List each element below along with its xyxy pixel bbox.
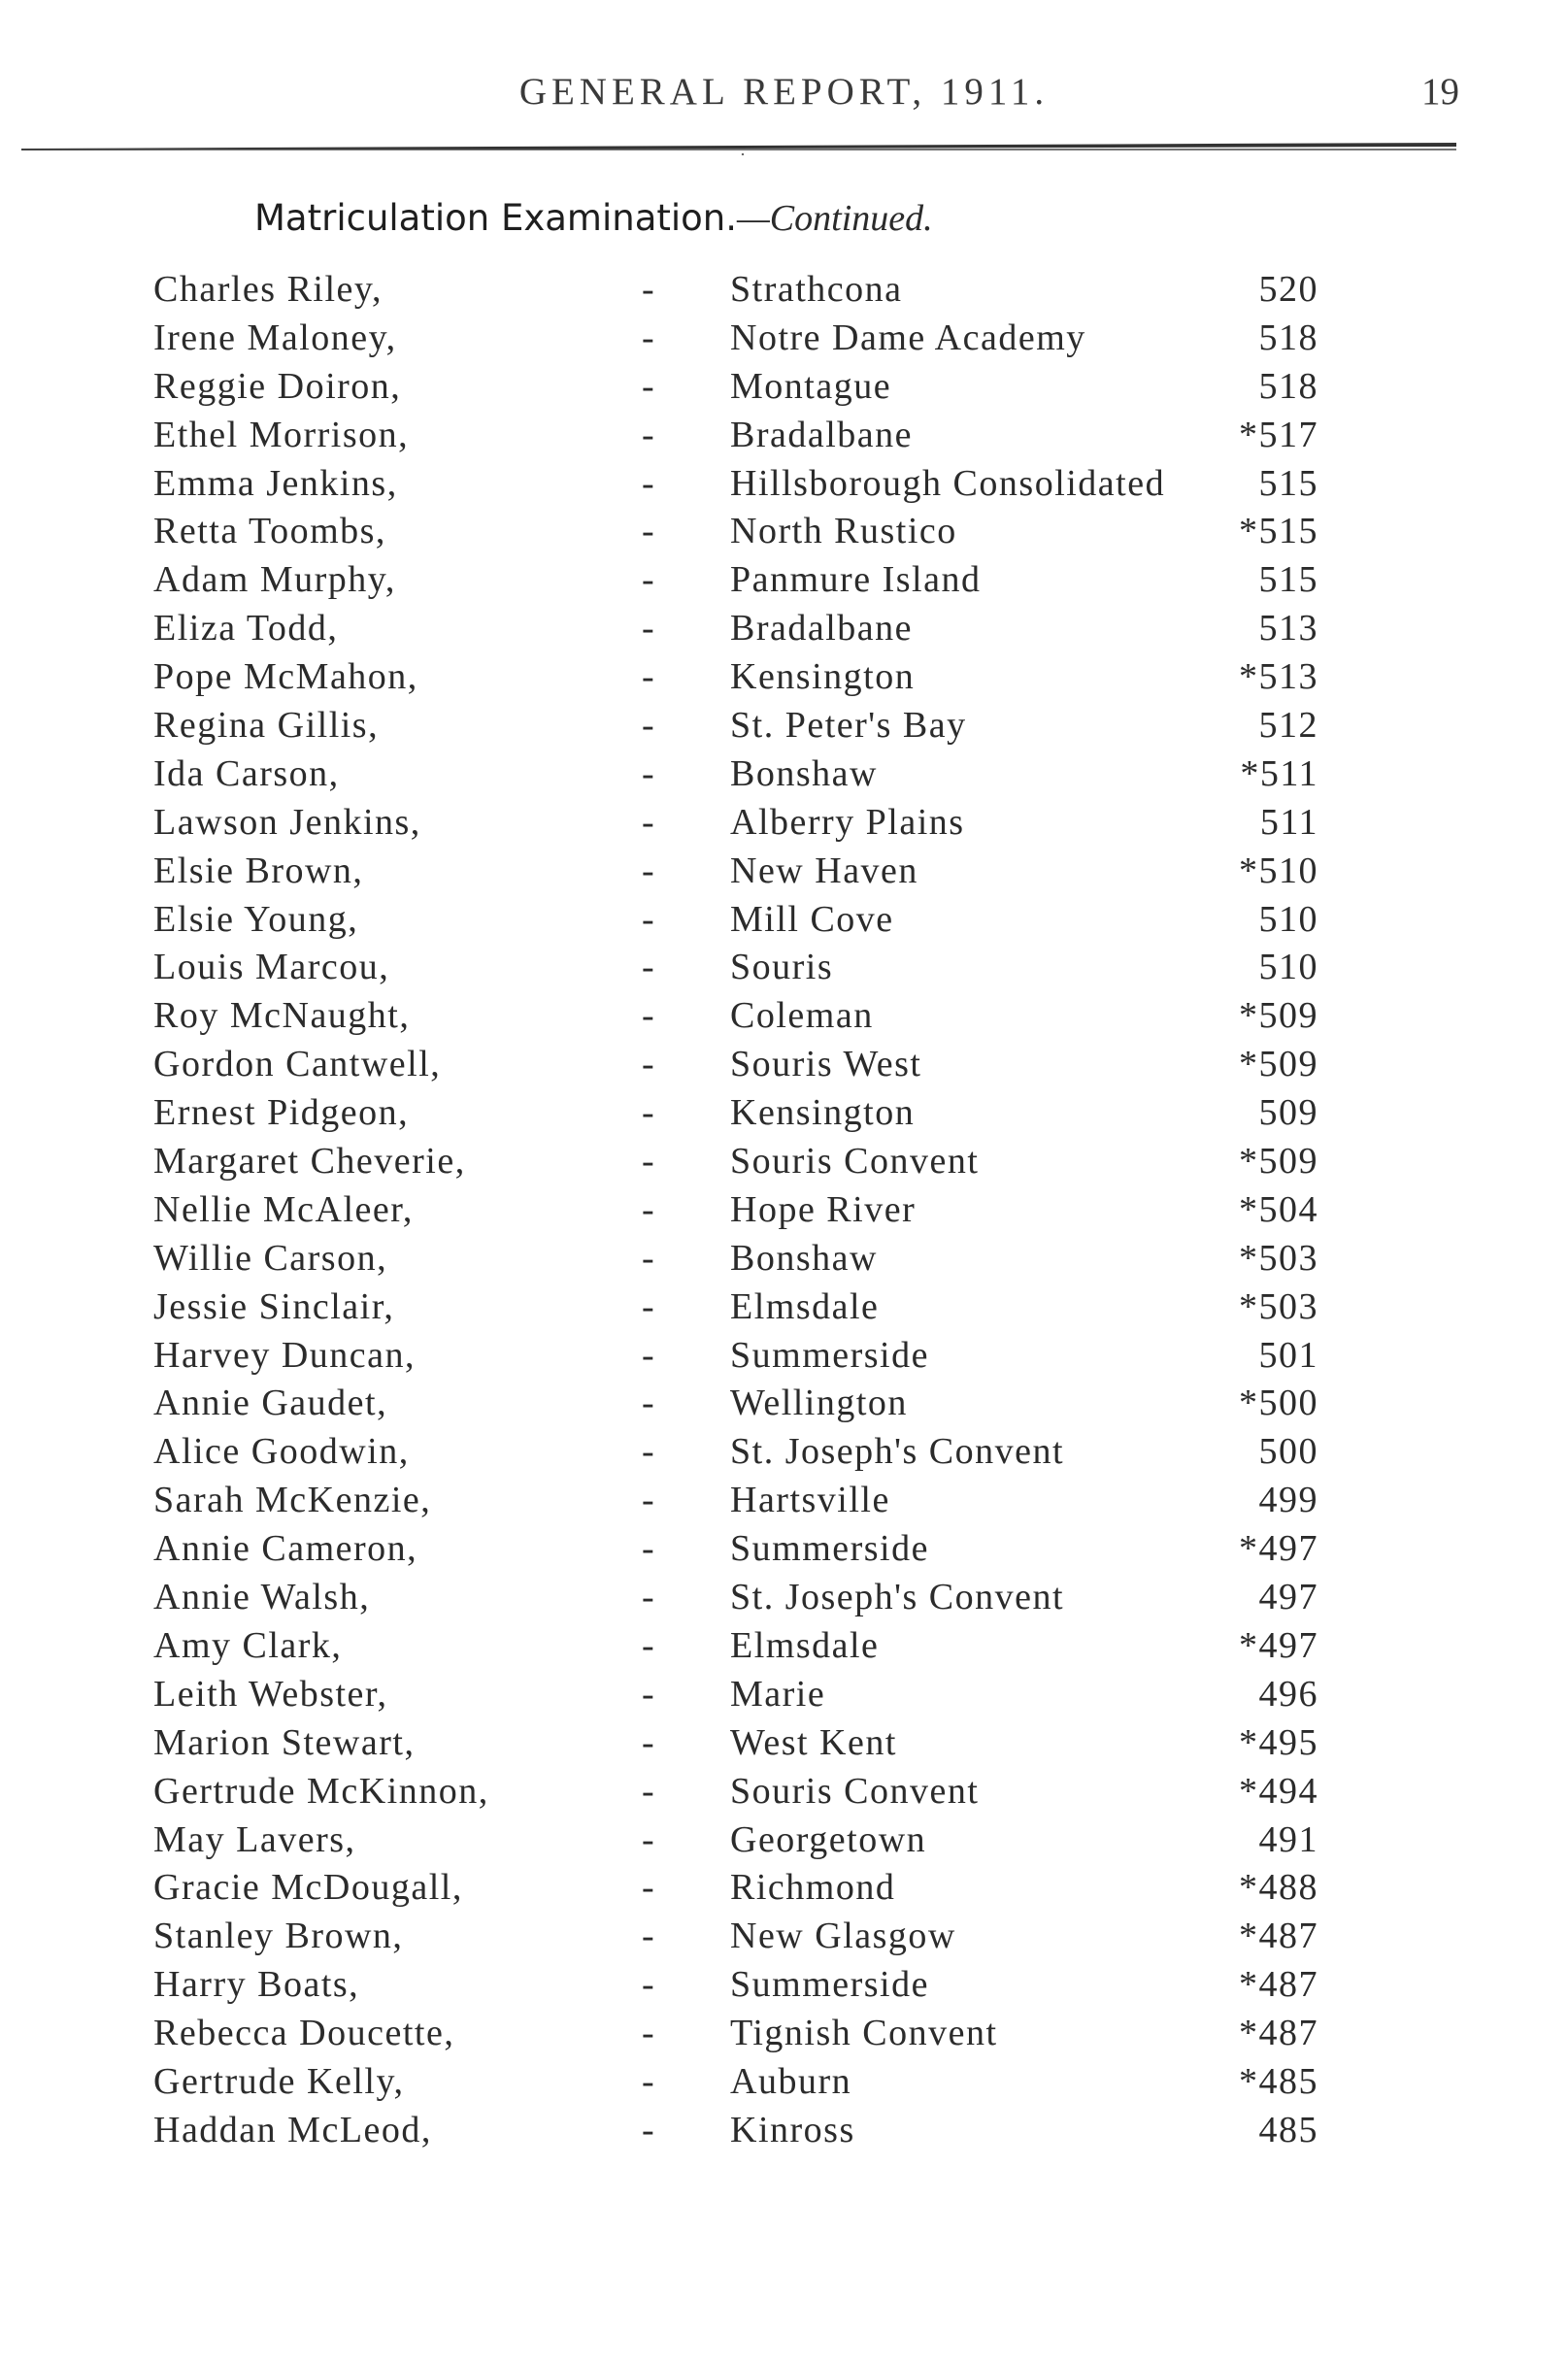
mark-value: *515 bbox=[1239, 511, 1318, 552]
table-row bbox=[0, 702, 1568, 750]
mark-value: *494 bbox=[1239, 1770, 1318, 1812]
student-name: Gordon Cantwell, bbox=[153, 1044, 442, 1085]
separator-dash: - bbox=[642, 752, 656, 794]
separator-dash: - bbox=[642, 1964, 656, 2006]
mark-value: *509 bbox=[1239, 1044, 1318, 1085]
table-row bbox=[0, 1332, 1568, 1381]
school-name: Souris bbox=[730, 947, 834, 988]
school-name: New Haven bbox=[730, 850, 918, 891]
running-title: GENERAL REPORT, 1911. bbox=[518, 71, 1050, 113]
separator-dash: - bbox=[642, 269, 656, 310]
table-row bbox=[0, 799, 1568, 848]
mark-value: 510 bbox=[1258, 898, 1318, 940]
school-name: Marie bbox=[730, 1673, 826, 1715]
mark-value: *509 bbox=[1239, 995, 1318, 1037]
table-row bbox=[0, 460, 1568, 509]
student-name: Haddan McLeod, bbox=[153, 2109, 432, 2150]
table-row bbox=[0, 1041, 1568, 1089]
school-name: Bradalbane bbox=[730, 608, 914, 650]
student-name: Emma Jenkins, bbox=[153, 462, 398, 504]
mark-value: 491 bbox=[1258, 1818, 1318, 1860]
school-name: Hope River bbox=[730, 1188, 917, 1230]
separator-dash: - bbox=[642, 1577, 656, 1618]
mark-value: *495 bbox=[1239, 1721, 1318, 1763]
separator-dash: - bbox=[642, 2013, 656, 2054]
school-name: Bonshaw bbox=[730, 1237, 878, 1279]
school-name: Kensington bbox=[730, 656, 916, 698]
student-name: Ethel Morrison, bbox=[153, 414, 410, 455]
student-name: Elsie Young, bbox=[153, 898, 359, 940]
student-name: Lawson Jenkins, bbox=[153, 801, 421, 843]
school-name: Tignish Convent bbox=[730, 2013, 998, 2054]
separator-dash: - bbox=[642, 1916, 656, 1957]
separator-dash: - bbox=[642, 1721, 656, 1763]
school-name: Elmsdale bbox=[730, 1285, 880, 1327]
student-name: Harvey Duncan, bbox=[153, 1334, 417, 1376]
mark-value: 500 bbox=[1258, 1431, 1318, 1473]
table-row bbox=[0, 944, 1568, 992]
separator-dash: - bbox=[642, 1334, 656, 1376]
student-name: Rebecca Doucette, bbox=[153, 2013, 455, 2054]
mark-value: *511 bbox=[1240, 752, 1318, 794]
table-row bbox=[0, 556, 1568, 605]
table-row bbox=[0, 1186, 1568, 1235]
separator-dash: - bbox=[642, 2109, 656, 2150]
school-name: North Rustico bbox=[730, 511, 957, 552]
student-name: Adam Murphy, bbox=[153, 559, 396, 601]
student-name: Retta Toombs, bbox=[153, 511, 386, 552]
mark-value: *500 bbox=[1239, 1383, 1318, 1424]
school-name: West Kent bbox=[730, 1721, 897, 1763]
separator-dash: - bbox=[642, 608, 656, 650]
mark-value: *503 bbox=[1239, 1237, 1318, 1279]
school-name: St. Peter's Bay bbox=[730, 705, 967, 747]
school-name: Strathcona bbox=[730, 269, 903, 310]
mark-value: 512 bbox=[1258, 705, 1318, 747]
school-name: Summerside bbox=[730, 1334, 929, 1376]
mark-value: 510 bbox=[1258, 947, 1318, 988]
mark-value: 485 bbox=[1258, 2109, 1318, 2150]
student-name: Jessie Sinclair, bbox=[153, 1285, 395, 1327]
separator-dash: - bbox=[642, 2060, 656, 2102]
school-name: Notre Dame Academy bbox=[730, 317, 1086, 358]
separator-dash: - bbox=[642, 365, 656, 407]
mark-value: 515 bbox=[1258, 559, 1318, 601]
school-name: Summerside bbox=[730, 1528, 929, 1570]
mark-value: 509 bbox=[1258, 1092, 1318, 1134]
mark-value: 496 bbox=[1258, 1673, 1318, 1715]
separator-dash: - bbox=[642, 511, 656, 552]
student-name: Willie Carson, bbox=[153, 1237, 388, 1279]
results-table bbox=[0, 266, 1568, 2155]
table-row bbox=[0, 1864, 1568, 1913]
student-name: Gracie McDougall, bbox=[153, 1867, 463, 1909]
student-name: Reggie Doiron, bbox=[153, 365, 402, 407]
table-row bbox=[0, 1816, 1568, 1865]
student-name: Stanley Brown, bbox=[153, 1916, 404, 1957]
table-row bbox=[0, 750, 1568, 799]
page-header bbox=[0, 70, 1568, 128]
mark-value: 520 bbox=[1258, 269, 1318, 310]
table-row bbox=[0, 1719, 1568, 1768]
mark-value: *487 bbox=[1239, 2013, 1318, 2054]
table-row bbox=[0, 1235, 1568, 1283]
separator-dash: - bbox=[642, 1867, 656, 1909]
table-row bbox=[0, 1428, 1568, 1477]
student-name: May Lavers, bbox=[153, 1818, 356, 1860]
school-name: Hillsborough Consolidated bbox=[730, 462, 1166, 504]
student-name: Regina Gillis, bbox=[153, 705, 380, 747]
student-name: Nellie McAleer, bbox=[153, 1188, 414, 1230]
student-name: Leith Webster, bbox=[153, 1673, 388, 1715]
table-row bbox=[0, 2010, 1568, 2058]
separator-dash: - bbox=[642, 947, 656, 988]
school-name: Souris Convent bbox=[730, 1141, 980, 1183]
school-name: Kensington bbox=[730, 1092, 916, 1134]
table-row bbox=[0, 848, 1568, 896]
separator-dash: - bbox=[642, 656, 656, 698]
school-name: Bradalbane bbox=[730, 414, 914, 455]
table-row bbox=[0, 2107, 1568, 2155]
mark-value: 499 bbox=[1258, 1480, 1318, 1521]
school-name: Mill Cove bbox=[730, 898, 894, 940]
school-name: New Glasgow bbox=[730, 1916, 956, 1957]
mark-value: *513 bbox=[1239, 656, 1318, 698]
table-row bbox=[0, 1671, 1568, 1719]
header-rule bbox=[0, 136, 1568, 155]
student-name: Annie Cameron, bbox=[153, 1528, 418, 1570]
separator-dash: - bbox=[642, 1528, 656, 1570]
table-row bbox=[0, 363, 1568, 412]
student-name: Annie Walsh, bbox=[153, 1577, 371, 1618]
mark-value: 518 bbox=[1258, 317, 1318, 358]
section-heading bbox=[254, 197, 933, 240]
student-name: Alice Goodwin, bbox=[153, 1431, 410, 1473]
mark-value: *497 bbox=[1239, 1528, 1318, 1570]
mark-value: *504 bbox=[1239, 1188, 1318, 1230]
mark-value: *485 bbox=[1239, 2060, 1318, 2102]
table-row bbox=[0, 1768, 1568, 1816]
student-name: Gertrude McKinnon, bbox=[153, 1770, 489, 1812]
school-name: Summerside bbox=[730, 1964, 929, 2006]
separator-dash: - bbox=[642, 1188, 656, 1230]
table-row bbox=[0, 2058, 1568, 2107]
separator-dash: - bbox=[642, 850, 656, 891]
section-title: Matriculation Examination. bbox=[254, 197, 738, 239]
table-row bbox=[0, 1380, 1568, 1428]
student-name: Marion Stewart, bbox=[153, 1721, 416, 1763]
continued-label: —Continued. bbox=[737, 198, 933, 239]
table-row bbox=[0, 412, 1568, 460]
mark-value: 511 bbox=[1259, 801, 1318, 843]
mark-value: 515 bbox=[1258, 462, 1318, 504]
student-name: Roy McNaught, bbox=[153, 995, 411, 1037]
school-name: Coleman bbox=[730, 995, 874, 1037]
school-name: Wellington bbox=[730, 1383, 908, 1424]
school-name: Panmure Island bbox=[730, 559, 982, 601]
separator-dash: - bbox=[642, 1285, 656, 1327]
student-name: Irene Maloney, bbox=[153, 317, 397, 358]
mark-value: 518 bbox=[1258, 365, 1318, 407]
student-name: Ernest Pidgeon, bbox=[153, 1092, 410, 1134]
separator-dash: - bbox=[642, 1818, 656, 1860]
student-name: Louis Marcou, bbox=[153, 947, 390, 988]
table-row bbox=[0, 508, 1568, 556]
table-row bbox=[0, 605, 1568, 653]
mark-value: *517 bbox=[1239, 414, 1318, 455]
student-name: Gertrude Kelly, bbox=[153, 2060, 405, 2102]
mark-value: *488 bbox=[1239, 1867, 1318, 1909]
student-name: Harry Boats, bbox=[153, 1964, 360, 2006]
table-row bbox=[0, 1138, 1568, 1186]
student-name: Pope McMahon, bbox=[153, 656, 418, 698]
separator-dash: - bbox=[642, 1044, 656, 1085]
student-name: Amy Clark, bbox=[153, 1624, 343, 1666]
student-name: Charles Riley, bbox=[153, 269, 383, 310]
separator-dash: - bbox=[642, 995, 656, 1037]
separator-dash: - bbox=[642, 1770, 656, 1812]
student-name: Annie Gaudet, bbox=[153, 1383, 388, 1424]
separator-dash: - bbox=[642, 1480, 656, 1521]
student-name: Eliza Todd, bbox=[153, 608, 339, 650]
table-row bbox=[0, 266, 1568, 315]
mark-value: *497 bbox=[1239, 1624, 1318, 1666]
mark-value: 497 bbox=[1258, 1577, 1318, 1618]
student-name: Sarah McKenzie, bbox=[153, 1480, 432, 1521]
table-row bbox=[0, 992, 1568, 1041]
separator-dash: - bbox=[642, 462, 656, 504]
school-name: St. Joseph's Convent bbox=[730, 1431, 1065, 1473]
separator-dash: - bbox=[642, 1383, 656, 1424]
table-row bbox=[0, 1961, 1568, 2010]
separator-dash: - bbox=[642, 317, 656, 358]
school-name: Bonshaw bbox=[730, 752, 878, 794]
school-name: Elmsdale bbox=[730, 1624, 880, 1666]
table-row bbox=[0, 896, 1568, 945]
separator-dash: - bbox=[642, 1431, 656, 1473]
separator-dash: - bbox=[642, 559, 656, 601]
mark-value: *509 bbox=[1239, 1141, 1318, 1183]
student-name: Margaret Cheverie, bbox=[153, 1141, 466, 1183]
separator-dash: - bbox=[642, 1092, 656, 1134]
mark-value: 501 bbox=[1258, 1334, 1318, 1376]
page-number: 19 bbox=[1421, 71, 1459, 113]
separator-dash: - bbox=[642, 801, 656, 843]
table-row bbox=[0, 1622, 1568, 1671]
mark-value: *487 bbox=[1239, 1964, 1318, 2006]
table-row bbox=[0, 1525, 1568, 1574]
school-name: Kinross bbox=[730, 2109, 855, 2150]
mark-value: *487 bbox=[1239, 1916, 1318, 1957]
student-name: Elsie Brown, bbox=[153, 850, 364, 891]
separator-dash: - bbox=[642, 1624, 656, 1666]
table-row bbox=[0, 653, 1568, 702]
separator-dash: - bbox=[642, 705, 656, 747]
school-name: Souris West bbox=[730, 1044, 922, 1085]
mark-value: 513 bbox=[1258, 608, 1318, 650]
school-name: Montague bbox=[730, 365, 892, 407]
school-name: Alberry Plains bbox=[730, 801, 965, 843]
separator-dash: - bbox=[642, 898, 656, 940]
table-row bbox=[0, 1283, 1568, 1332]
school-name: Souris Convent bbox=[730, 1770, 980, 1812]
school-name: Georgetown bbox=[730, 1818, 927, 1860]
separator-dash: - bbox=[642, 1141, 656, 1183]
mark-value: *503 bbox=[1239, 1285, 1318, 1327]
school-name: Hartsville bbox=[730, 1480, 890, 1521]
table-row bbox=[0, 1477, 1568, 1525]
table-row bbox=[0, 1913, 1568, 1961]
table-row bbox=[0, 315, 1568, 363]
separator-dash: - bbox=[642, 1237, 656, 1279]
student-name: Ida Carson, bbox=[153, 752, 340, 794]
table-row bbox=[0, 1089, 1568, 1138]
mark-value: *510 bbox=[1239, 850, 1318, 891]
school-name: Richmond bbox=[730, 1867, 896, 1909]
table-row bbox=[0, 1574, 1568, 1622]
school-name: Auburn bbox=[730, 2060, 852, 2102]
school-name: St. Joseph's Convent bbox=[730, 1577, 1065, 1618]
separator-dash: - bbox=[642, 1673, 656, 1715]
separator-dash: - bbox=[642, 414, 656, 455]
